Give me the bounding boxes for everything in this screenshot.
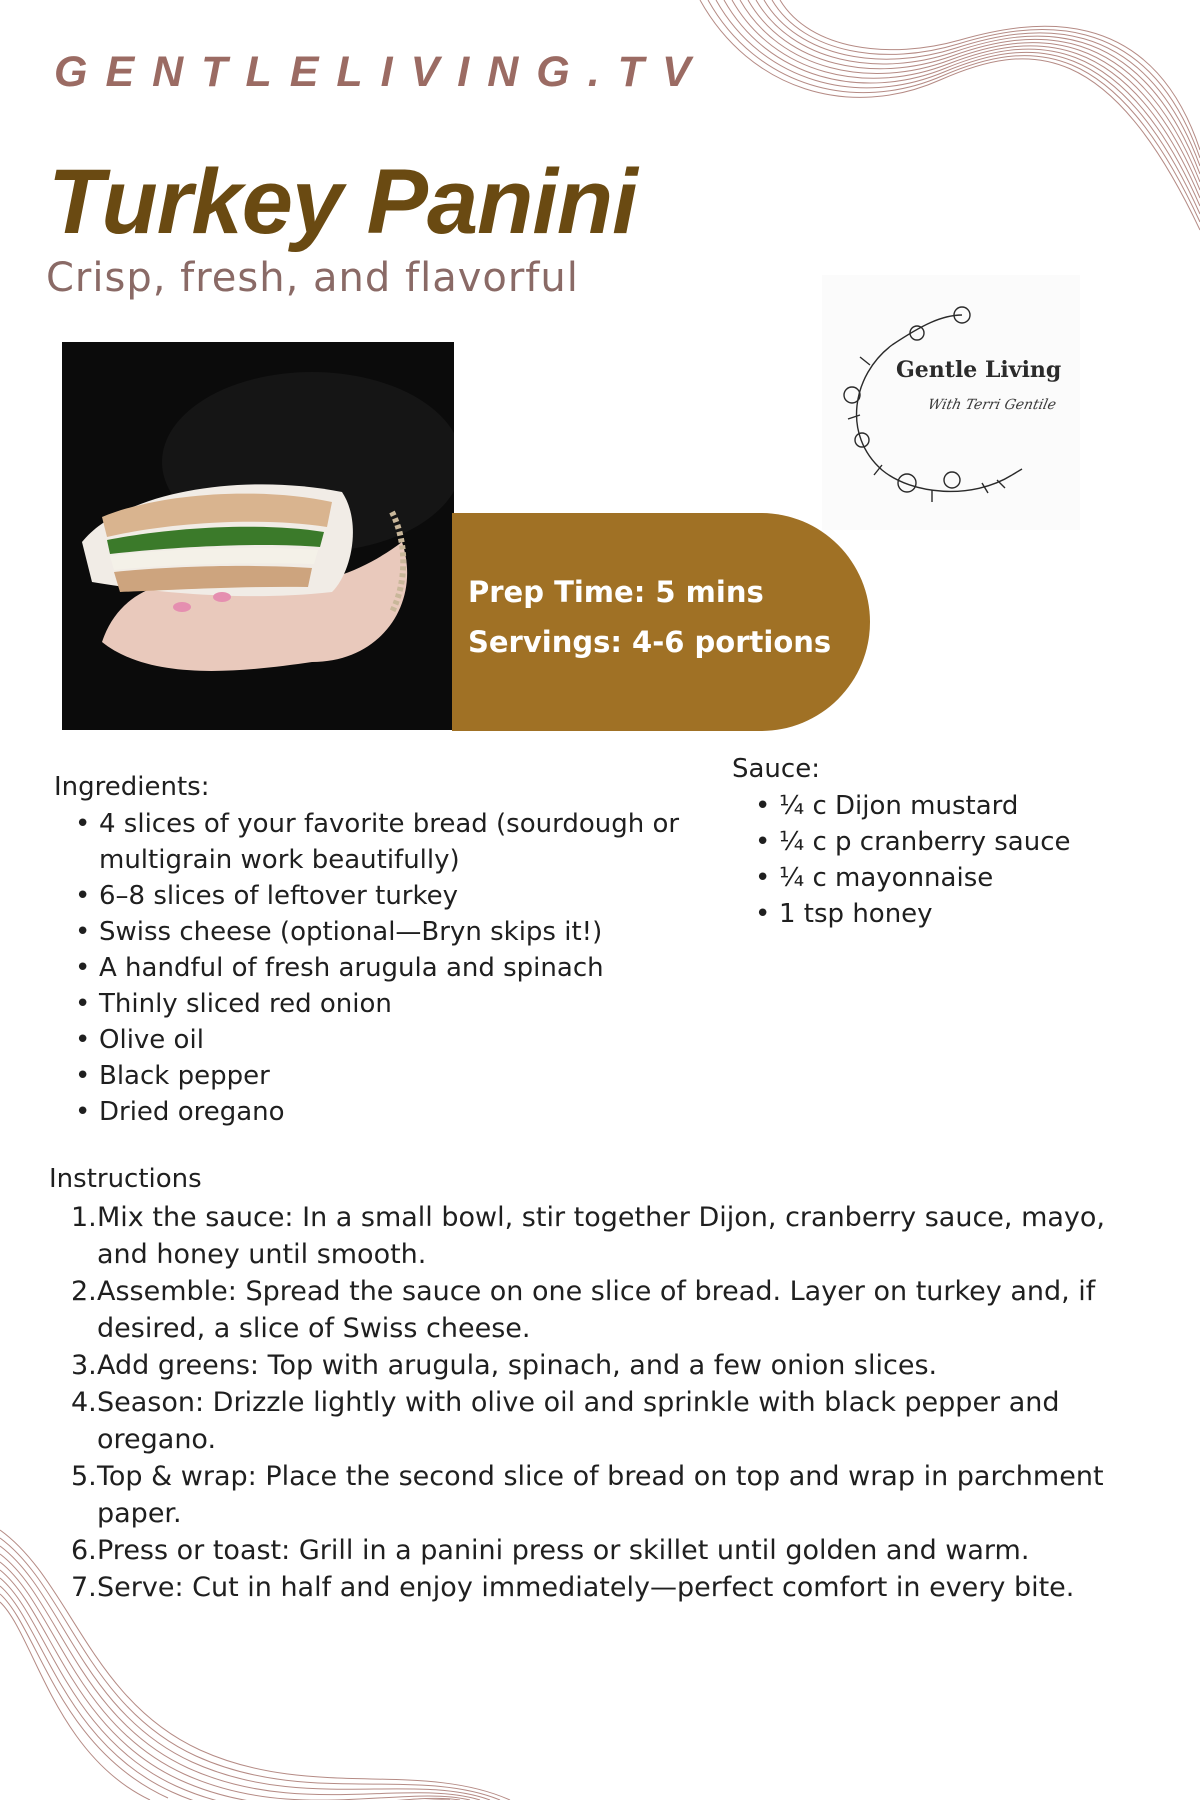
recipe-title: Turkey Panini xyxy=(48,151,637,253)
list-item: • Black pepper xyxy=(99,1058,689,1094)
instructions-list xyxy=(71,1199,1157,1606)
bullet-icon: • xyxy=(75,881,91,911)
ingredients-list xyxy=(75,806,689,1130)
logo-name: Gentle Living xyxy=(896,357,1062,383)
servings: Servings: 4-6 portions xyxy=(468,625,832,659)
bullet-icon: • xyxy=(755,899,771,929)
list-item: • Dried oregano xyxy=(99,1094,689,1130)
instruction-step: 3. Add greens: Top with arugula, spinach, and a few onion slices. xyxy=(71,1350,938,1381)
list-item: • 6–8 slices of leftover turkey xyxy=(99,878,689,914)
list-item: • 4 slices of your favorite bread (sourdough or multigrain work beautifully) xyxy=(99,806,689,878)
list-item: • A handful of fresh arugula and spinach xyxy=(99,950,689,986)
bullet-icon: • xyxy=(755,863,771,893)
instruction-step: 5. Top & wrap: Place the second slice of bread on top and wrap in parchment paper. xyxy=(71,1461,1104,1529)
bullet-icon: • xyxy=(75,989,91,1019)
list-item: • Swiss cheese (optional—Bryn skips it!) xyxy=(99,914,689,950)
bullet-icon: • xyxy=(755,791,771,821)
sandwich-photo xyxy=(62,342,454,730)
logo-tagline: With Terri Gentile xyxy=(926,397,1058,413)
instruction-step: 7. Serve: Cut in half and enjoy immediately—perfect comfort in every bite. xyxy=(71,1572,1075,1603)
bullet-icon: • xyxy=(75,917,91,947)
list-item: • Thinly sliced red onion xyxy=(99,986,689,1022)
bullet-icon: • xyxy=(75,809,91,839)
instructions-heading: Instructions xyxy=(49,1164,202,1194)
bullet-icon: • xyxy=(75,1061,91,1091)
bullet-icon: • xyxy=(75,1025,91,1055)
recipe-subtitle: Crisp, fresh, and flavorful xyxy=(46,255,579,301)
list-item: • ¼ c Dijon mustard xyxy=(779,788,1079,824)
ingredients-heading: Ingredients: xyxy=(54,772,210,802)
instruction-step: 4. Season: Drizzle lightly with olive oil and sprinkle with black pepper and oregano. xyxy=(71,1387,1060,1455)
list-item: • ¼ c mayonnaise xyxy=(779,860,1079,896)
sauce-heading: Sauce: xyxy=(732,754,820,784)
list-item: • 1 tsp honey xyxy=(779,896,1079,932)
brand-wordmark: GENTLELIVING.TV xyxy=(54,48,709,96)
list-item: • Olive oil xyxy=(99,1022,689,1058)
instruction-step: 1. Mix the sauce: In a small bowl, stir together Dijon, cranberry sauce, mayo, and honey until smooth. xyxy=(71,1202,1105,1270)
instruction-step: 6. Press or toast: Grill in a panini press or skillet until golden and warm. xyxy=(71,1535,1030,1566)
instruction-step: 2. Assemble: Spread the sauce on one slice of bread. Layer on turkey and, if desired, a slice of Swiss cheese. xyxy=(71,1276,1096,1344)
bullet-icon: • xyxy=(75,953,91,983)
bullet-icon: • xyxy=(75,1097,91,1127)
recipe-info-banner xyxy=(452,513,870,731)
sauce-list xyxy=(755,788,1079,932)
bullet-icon: • xyxy=(755,827,771,857)
list-item: • ¼ c p cranberry sauce xyxy=(779,824,1079,860)
brand-logo xyxy=(822,275,1080,530)
prep-time: Prep Time: 5 mins xyxy=(468,575,764,609)
decorative-waves-top-icon xyxy=(690,0,1200,250)
